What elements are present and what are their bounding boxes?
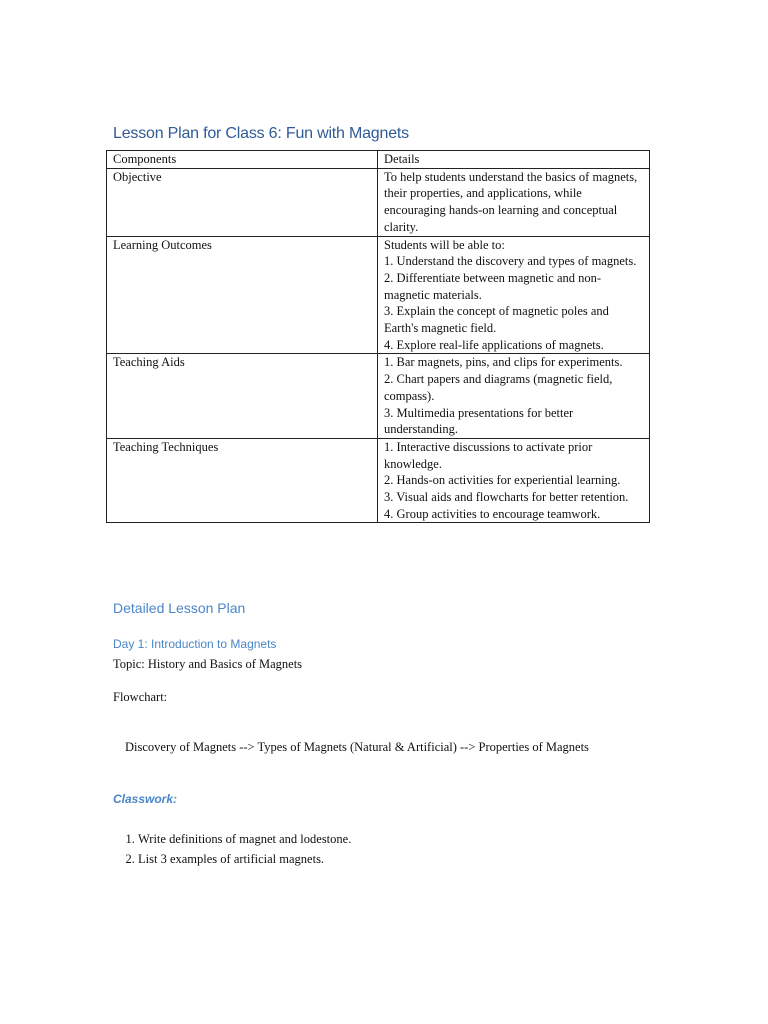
table-row <box>107 354 650 439</box>
detail-line: 3. Multimedia presentations for better understanding. <box>384 405 574 437</box>
details-cell <box>378 438 650 523</box>
lesson-plan-table <box>106 150 650 523</box>
classwork-list <box>113 830 351 869</box>
table-row <box>107 168 650 236</box>
detail-line: 3. Explain the concept of magnetic poles and Earth's magnetic field. <box>384 304 609 336</box>
details-cell <box>378 168 650 236</box>
flowchart-text: Discovery of Magnets --> Types of Magnets (Natural & Artificial) --> Properties of Magnets <box>125 740 589 754</box>
component-cell: Teaching Aids <box>107 354 378 439</box>
detail-line: 2. Differentiate between magnetic and non-magnetic materials. <box>384 270 602 302</box>
detail-line: To help students understand the basics of magnets, their properties, and applications, while encouraging hands-on learning and conceptual clarity. <box>384 169 638 234</box>
list-item: 1. Write definitions of magnet and lodestone. <box>138 830 351 850</box>
detailed-plan-heading: Detailed Lesson Plan <box>113 600 246 616</box>
list-item: 2. List 3 examples of artificial magnets. <box>138 850 351 870</box>
table-header-row <box>107 151 650 169</box>
detail-line: 2. Chart papers and diagrams (magnetic field, compass). <box>384 372 613 403</box>
topic-text: Topic: History and Basics of Magnets <box>113 657 303 671</box>
component-cell: Teaching Techniques <box>107 438 378 523</box>
page-title: Lesson Plan for Class 6: Fun with Magnets <box>113 125 409 142</box>
table-row <box>107 438 650 523</box>
detail-line: 1. Understand the discovery and types of magnets. <box>384 254 637 269</box>
detail-line: 2. Hands-on activities for experiential learning. <box>384 473 621 488</box>
day1-heading: Day 1: Introduction to Magnets <box>113 637 277 651</box>
classwork-heading: Classwork: <box>113 792 178 806</box>
column-header-components: Components <box>107 151 378 169</box>
component-cell: Objective <box>107 168 378 236</box>
detail-line: 4. Explore real-life applications of magnets. <box>384 337 604 352</box>
detail-line: 3. Visual aids and flowcharts for better retention. <box>384 490 629 505</box>
detail-line: 4. Group activities to encourage teamwork. <box>384 506 601 521</box>
details-cell <box>378 236 650 354</box>
detail-line: Students will be able to: <box>384 237 505 252</box>
detail-line: 1. Interactive discussions to activate prior knowledge. <box>384 439 593 471</box>
details-cell <box>378 354 650 439</box>
detail-line: 1. Bar magnets, pins, and clips for experiments. <box>384 355 623 370</box>
component-cell: Learning Outcomes <box>107 236 378 354</box>
column-header-details: Details <box>378 151 650 169</box>
flowchart-label: Flowchart: <box>113 690 168 704</box>
table-row <box>107 236 650 354</box>
